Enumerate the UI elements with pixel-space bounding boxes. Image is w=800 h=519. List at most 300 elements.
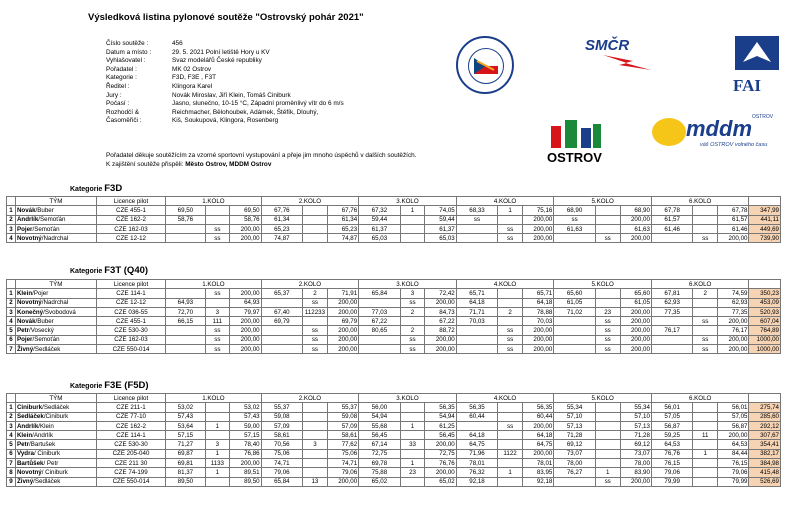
round-time-cell: 79,06 [261,468,303,477]
category-prefix: Kategorie [70,383,105,390]
round-penalty-cell: 112233 [303,307,328,316]
partner-name: Ciniburk [35,450,61,458]
lightning-icon [603,53,651,71]
team-cell [15,403,96,412]
round-time-cell [554,234,596,243]
round-result-cell: 200,00 [522,421,553,430]
round-penalty-cell: ss [693,335,718,344]
round-penalty-cell: 3 [400,289,425,298]
pilot-name: Ciniburk [16,403,43,411]
partner-name: Semoťán [40,216,66,224]
team-separator: / [33,450,36,458]
round-time-cell [261,345,303,354]
round-time-cell [166,326,205,335]
round-time-cell [456,234,498,243]
round-time-cell: 65,02 [359,477,401,486]
ostrov-logo [547,116,607,168]
rank-cell: 2 [7,215,16,224]
round-result-cell: 60,44 [522,412,553,421]
round-penalty-cell [303,421,328,430]
round-time-cell [359,335,401,344]
round-result-cell: 56,35 [522,403,553,412]
round-time-cell: 61,63 [554,224,596,233]
round-result-cell: 53,02 [230,403,261,412]
pilot-name: Pojer [16,225,33,233]
round-time-cell: 65,84 [261,477,303,486]
round-time-cell: 56,35 [456,403,498,412]
round-result-cell: 92,18 [522,477,553,486]
round-result-cell: 78,88 [522,307,553,316]
licence-cell: CZE 162-03 [96,224,166,233]
round-penalty-cell [498,431,523,440]
team-cell [15,307,96,316]
round-time-cell: 75,88 [359,468,401,477]
round-penalty-cell: ss [205,335,230,344]
round-time-cell: 76,15 [651,459,693,468]
round-time-cell: 65,03 [359,234,401,243]
round-time-cell: 68,33 [456,206,498,215]
round-penalty-cell [595,449,620,458]
round-penalty-cell: ss [693,317,718,326]
header-team: TÝM [15,280,96,289]
pilot-name: Andrlík [16,216,39,224]
info-value: 456 [172,40,183,47]
round-penalty-cell: 1 [498,468,523,477]
round-penalty-cell: ss [498,335,523,344]
header-total [749,197,781,206]
total-cell: 354,41 [749,440,781,449]
round-result-cell: 73,07 [620,449,651,458]
table-row [7,440,781,449]
partner-name: Petr [45,459,59,467]
round-result-cell: 83,90 [620,468,651,477]
round-penalty-cell [205,403,230,412]
round-result-cell: 88,72 [425,326,456,335]
partner-name: Svobodová [44,308,76,316]
rank-cell: 9 [7,477,16,486]
licence-cell: CZE 162-2 [96,421,166,430]
round-penalty-cell: 111 [205,317,230,326]
category-prefix: Kategorie [70,186,105,193]
info-key: Jury : [106,91,122,99]
round-result-cell: 75,16 [522,206,553,215]
round-result-cell: 89,50 [230,477,261,486]
round-time-cell: 61,34 [261,215,303,224]
licence-cell: CZE 205-040 [96,449,166,458]
round-penalty-cell [205,412,230,421]
round-result-cell: 59,00 [230,421,261,430]
thanks-line: Pořadatel děkuje soutěžícím za vzorné sportovní vystupování a přeje jim mnoho úspěchů v dalších soutěžích. [106,152,417,159]
total-cell: 350,23 [749,289,781,298]
round-time-cell: 81,37 [166,468,205,477]
round-result-cell: 59,44 [425,215,456,224]
round-result-cell: 58,61 [327,431,358,440]
info-key: Vyhlašovatel : [106,57,146,65]
round-result-cell: 64,18 [522,298,553,307]
round-time-cell: 64,18 [456,298,498,307]
total-cell: 292,12 [749,421,781,430]
category-heading [70,265,148,276]
round-result-cell: 200,00 [620,307,651,316]
round-result-cell: 200,00 [522,224,553,233]
header-round: 6.KOLO [651,280,749,289]
round-result-cell: 76,76 [425,459,456,468]
pilot-name: Klein [16,431,33,439]
round-result-cell: 200,00 [230,459,261,468]
round-penalty-cell: ss [205,234,230,243]
round-penalty-cell [693,326,718,335]
round-result-cell: 200,00 [327,345,358,354]
header-round: 2.KOLO [261,280,359,289]
round-result-cell: 74,87 [327,234,358,243]
round-penalty-cell: ss [205,345,230,354]
category-heading [70,183,122,194]
round-time-cell: 55,34 [554,403,596,412]
pilot-name: Novotný [16,299,42,307]
pilot-name: Novotný [16,469,42,477]
header-round: 6.KOLO [651,197,749,206]
round-penalty-cell [498,459,523,468]
round-penalty-cell: ss [498,224,523,233]
round-time-cell: 78,01 [456,459,498,468]
round-penalty-cell [303,403,328,412]
round-time-cell: 56,01 [651,403,693,412]
table-row [7,412,781,421]
results-table [6,196,781,243]
pilot-name: Petr [16,327,30,335]
round-penalty-cell [400,317,425,326]
round-time-cell: 55,37 [261,403,303,412]
round-time-cell [554,317,596,326]
category-name: F3E (F5D) [104,380,149,391]
round-result-cell: 74,59 [718,289,749,298]
round-penalty-cell: 1122 [498,449,523,458]
round-penalty-cell [400,477,425,486]
round-penalty-cell [595,215,620,224]
info-value: Reichmacher, Bělohoubek, Adámek, Štěfík, Dlouhý, [172,108,319,116]
round-penalty-cell [693,307,718,316]
table-row [7,421,781,430]
round-time-cell: 74,87 [261,234,303,243]
round-time-cell [261,326,303,335]
round-result-cell: 200,00 [425,345,456,354]
rank-cell: 8 [7,468,16,477]
round-time-cell: 71,27 [166,440,205,449]
round-penalty-cell: ss [303,345,328,354]
info-row [106,66,344,75]
partner-name: Vosecký [30,327,54,335]
round-time-cell [261,298,303,307]
round-time-cell [359,298,401,307]
team-separator: / [38,216,41,224]
round-penalty-cell: ss [498,234,523,243]
round-time-cell: 72,75 [359,449,401,458]
header-round: 2.KOLO [261,394,359,403]
round-time-cell: 77,03 [359,307,401,316]
round-result-cell: 200,00 [327,477,358,486]
round-result-cell: 200,00 [522,449,553,458]
round-time-cell: 64,53 [651,440,693,449]
round-penalty-cell: ss [400,335,425,344]
round-penalty-cell [595,298,620,307]
info-value: MK 02 Ostrov [172,65,212,73]
round-time-cell: 57,09 [261,421,303,430]
round-result-cell: 200,00 [327,326,358,335]
team-separator: / [29,327,31,335]
fai-logo [733,36,781,96]
licence-cell: CZE 550-014 [96,345,166,354]
total-cell: 1000,00 [749,345,781,354]
partner-name: Sedláček [34,478,61,486]
round-penalty-cell: ss [595,335,620,344]
round-result-cell: 200,00 [620,234,651,243]
round-result-cell: 200,00 [327,335,358,344]
round-time-cell [554,326,596,335]
round-time-cell: 80,65 [359,326,401,335]
round-penalty-cell: ss [303,298,328,307]
partner-name: Nadrchal [43,234,69,242]
licence-cell: CZE 77-10 [96,412,166,421]
round-time-cell [651,335,693,344]
info-key: Číslo soutěže : [106,40,149,47]
round-penalty-cell [595,412,620,421]
partner-name: Bartušek [30,441,56,449]
round-result-cell: 56,87 [718,421,749,430]
round-time-cell: 69,78 [359,459,401,468]
round-time-cell: 55,68 [359,421,401,430]
round-penalty-cell: 1 [205,421,230,430]
team-cell [15,335,96,344]
table-row [7,449,781,458]
round-penalty-cell [205,215,230,224]
round-time-cell: 67,32 [359,206,401,215]
round-penalty-cell: ss [693,345,718,354]
pilot-name: Sedláček [16,413,44,421]
round-result-cell: 74,05 [425,206,456,215]
info-row [106,49,344,58]
round-result-cell: 72,42 [425,289,456,298]
round-result-cell: 200,00 [620,317,651,326]
round-time-cell: 61,05 [554,298,596,307]
round-penalty-cell [303,224,328,233]
round-time-cell: 65,37 [261,289,303,298]
round-result-cell: 57,15 [230,431,261,440]
round-penalty-cell [303,317,328,326]
round-time-cell: 67,22 [359,317,401,326]
info-value: Svaz modelářů České republiky [172,57,262,65]
fai-logo-text: FAI [733,76,762,95]
header-round: 1.KOLO [166,394,261,403]
round-penalty-cell: 1 [595,468,620,477]
team-separator: / [41,234,44,242]
team-separator: / [29,441,31,449]
ostrov-logo-text: OSTROV [547,150,602,165]
table-row [7,468,781,477]
round-result-cell: 200,00 [718,335,749,344]
total-cell: 415,48 [749,468,781,477]
round-result-cell: 76,15 [718,459,749,468]
total-cell: 526,69 [749,477,781,486]
table-row [7,289,781,298]
team-cell [15,289,96,298]
sponsors-line [106,161,416,170]
round-result-cell: 200,00 [230,224,261,233]
round-time-cell: 59,44 [359,215,401,224]
round-time-cell [456,326,498,335]
round-result-cell: 69,12 [620,440,651,449]
round-penalty-cell [400,224,425,233]
info-key: Časoměřiči : [106,117,142,125]
round-time-cell: 64,18 [456,431,498,440]
results-table [6,393,781,487]
team-cell [15,440,96,449]
header-rank [7,394,16,403]
round-result-cell: 76,17 [718,326,749,335]
round-result-cell: 84,44 [718,449,749,458]
round-result-cell: 57,10 [620,412,651,421]
header-round: 6.KOLO [651,394,749,403]
round-result-cell: 200,00 [230,317,261,326]
round-penalty-cell [400,403,425,412]
round-result-cell: 61,05 [620,298,651,307]
rank-cell: 6 [7,449,16,458]
round-result-cell: 79,97 [230,307,261,316]
round-penalty-cell: 3 [205,440,230,449]
round-result-cell: 200,00 [620,477,651,486]
round-time-cell: 67,78 [651,206,693,215]
round-penalty-cell: ss [595,345,620,354]
round-penalty-cell: ss [400,345,425,354]
round-result-cell: 72,75 [425,449,456,458]
total-cell: 520,93 [749,307,781,316]
round-penalty-cell: ss [400,298,425,307]
partner-name: Ciniburk [45,413,69,421]
info-row [106,83,344,92]
round-result-cell: 70,03 [522,317,553,326]
round-penalty-cell [498,317,523,326]
round-result-cell: 200,00 [718,234,749,243]
licence-cell: CZE 12-12 [96,298,166,307]
round-result-cell: 200,00 [425,298,456,307]
round-time-cell: ss [456,215,498,224]
round-result-cell: 65,60 [620,289,651,298]
round-time-cell [166,234,205,243]
team-separator: / [32,225,35,233]
round-time-cell: 71,96 [456,449,498,458]
mddm-logo-tag: OSTROV [752,114,774,120]
partner-name: Klein [40,422,54,430]
header-total [749,394,781,403]
round-time-cell: 65,84 [359,289,401,298]
round-penalty-cell [595,206,620,215]
team-cell [15,449,96,458]
partner-name: Buber [37,317,54,325]
round-time-cell: ss [554,215,596,224]
pilot-name: Konečný [16,308,44,316]
info-value: Kiš, Soukupová, Klingora, Rosenberg [172,117,279,125]
total-cell: 347,99 [749,206,781,215]
round-result-cell: 200,00 [718,345,749,354]
round-penalty-cell: ss [595,317,620,326]
rank-cell: 2 [7,298,16,307]
licence-cell: CZE 530-30 [96,440,166,449]
round-penalty-cell [595,224,620,233]
team-separator: / [32,431,34,439]
round-result-cell: 76,86 [230,449,261,458]
info-row [106,117,344,126]
round-penalty-cell: 2 [498,307,523,316]
round-time-cell: 53,02 [166,403,205,412]
round-penalty-cell [303,234,328,243]
licence-cell: CZE 455-1 [96,206,166,215]
round-time-cell: 71,28 [554,431,596,440]
round-result-cell: 65,71 [522,289,553,298]
round-time-cell: 76,17 [651,326,693,335]
round-penalty-cell [595,431,620,440]
total-cell: 307,67 [749,431,781,440]
round-time-cell [359,345,401,354]
round-time-cell: 64,75 [456,440,498,449]
round-time-cell: 67,81 [651,289,693,298]
round-time-cell: 75,06 [261,449,303,458]
partner-name: Sedláček [43,403,70,411]
header-round: 2.KOLO [261,197,359,206]
round-result-cell: 68,90 [620,206,651,215]
header-round: 3.KOLO [359,280,457,289]
round-penalty-cell [595,459,620,468]
table-row [7,317,781,326]
round-penalty-cell: 23 [400,468,425,477]
header-round: 3.KOLO [359,197,457,206]
round-result-cell: 64,93 [230,298,261,307]
round-penalty-cell: ss [595,326,620,335]
total-cell: 1000,00 [749,335,781,344]
round-time-cell [554,345,596,354]
round-time-cell: 74,71 [261,459,303,468]
round-result-cell: 84,73 [425,307,456,316]
partner-name: Pojer [33,289,49,297]
header-licence: Licence pilot [96,197,166,206]
pilot-name: Novák [16,206,36,214]
team-cell [15,468,96,477]
round-time-cell [651,317,693,326]
category-name: F3D [104,183,123,194]
round-result-cell: 54,94 [425,412,456,421]
pilot-name: Petr [16,441,30,449]
round-time-cell: 66,15 [166,317,205,326]
round-result-cell: 77,35 [718,307,749,316]
licence-cell: CZE 162-2 [96,215,166,224]
info-key: Počasí : [106,100,130,108]
total-cell: 275,74 [749,403,781,412]
table-row [7,477,781,486]
round-result-cell: 200,00 [425,440,456,449]
round-time-cell: 56,87 [651,421,693,430]
header-rank [7,280,16,289]
round-penalty-cell [498,477,523,486]
header-licence: Licence pilot [96,394,166,403]
category-name: F3T (Q40) [104,265,149,276]
round-penalty-cell [693,412,718,421]
round-penalty-cell: 1 [205,468,230,477]
rank-cell: 7 [7,345,16,354]
pilot-name: Novák [16,317,36,325]
round-penalty-cell [498,412,523,421]
round-time-cell [166,289,205,298]
round-time-cell: 57,05 [651,412,693,421]
category-heading [70,380,149,391]
round-penalty-cell: 13 [303,477,328,486]
